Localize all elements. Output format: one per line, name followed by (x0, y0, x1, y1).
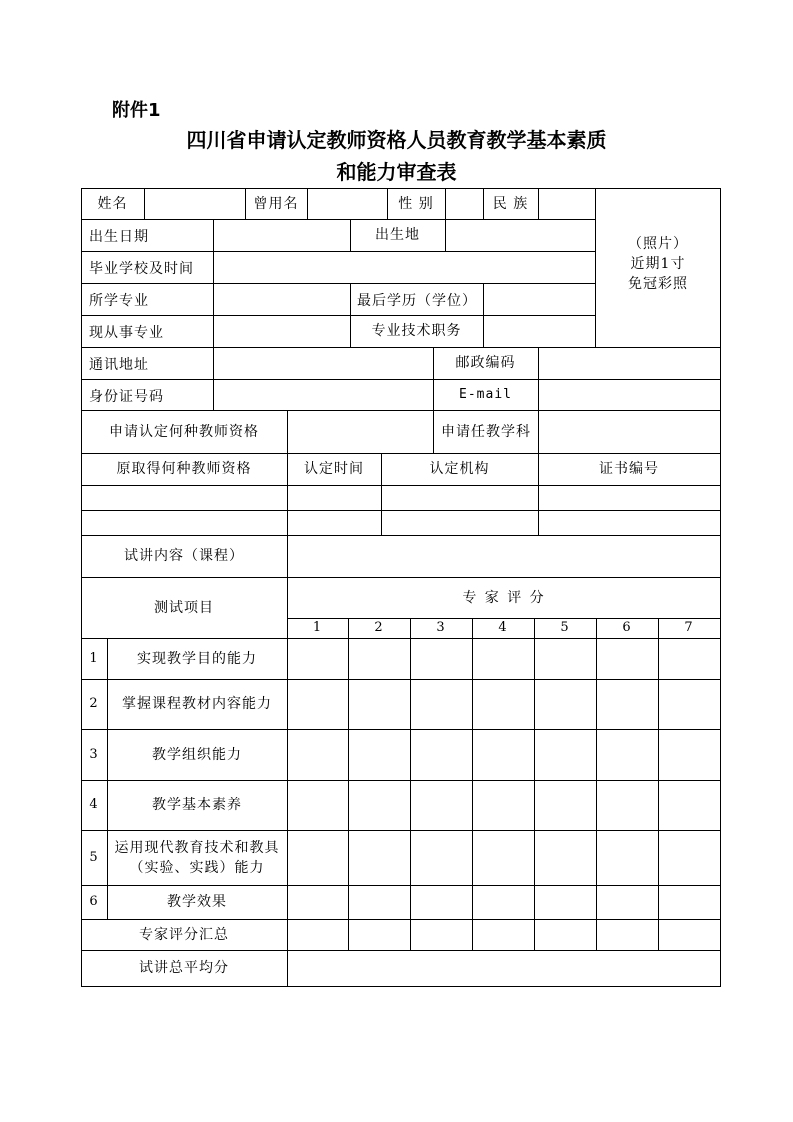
original-qualification-label: 原取得何种教师资格 (116, 461, 252, 477)
ethnicity-label: 民 族 (492, 195, 529, 212)
postcode-label: 邮政编码 (455, 355, 516, 371)
tech-title-label: 专业技术职务 (371, 323, 462, 339)
id-number-label: 身份证号码 (89, 389, 164, 405)
expert-number: 5 (560, 620, 570, 635)
id-number-field[interactable] (214, 380, 433, 410)
birth-place-label: 出生地 (375, 227, 420, 243)
item-number: 4 (89, 797, 99, 812)
tech-title-field[interactable] (484, 316, 595, 347)
email-label: E-mail (459, 386, 512, 402)
expert-score-label: 专 家 评 分 (462, 589, 546, 606)
item-name: 掌握课程教材内容能力 (122, 696, 272, 712)
item-name: 教学组织能力 (152, 746, 242, 763)
former-name-field[interactable] (308, 189, 387, 219)
photo-area (595, 219, 721, 309)
average-score-field[interactable] (288, 951, 720, 986)
form-title-line1: 四川省申请认定教师资格人员教育教学基本素质 (186, 128, 607, 152)
postcode-field[interactable] (539, 348, 720, 379)
birth-date-label: 出生日期 (89, 229, 149, 245)
apply-qualification-field[interactable] (288, 411, 433, 453)
certification-time-label: 认定时间 (304, 461, 364, 477)
item-name: 教学基本素养 (152, 797, 242, 813)
expert-total-label: 专家评分汇总 (139, 926, 229, 943)
birth-date-field[interactable] (214, 220, 350, 251)
lecture-content-field[interactable] (288, 536, 720, 577)
average-score-label: 试讲总平均分 (139, 960, 229, 976)
item-name: 运用现代教育技术和教具（实验、实践）能力 (114, 839, 280, 876)
lecture-content-label: 试讲内容（课程） (124, 548, 244, 564)
certificate-number-label: 证书编号 (599, 461, 659, 477)
photo-type-label: 免冠彩照 (628, 276, 688, 292)
current-major-field[interactable] (214, 316, 350, 347)
item-number: 5 (89, 849, 99, 865)
gender-label: 性 别 (398, 195, 434, 212)
expert-number: 3 (436, 620, 446, 635)
expert-number: 7 (684, 620, 694, 635)
item-name: 教学效果 (167, 894, 227, 910)
gender-field[interactable] (446, 189, 483, 219)
current-major-label: 现从事专业 (89, 325, 164, 341)
email-field[interactable] (539, 380, 720, 410)
item-number: 6 (89, 894, 99, 909)
school-time-field[interactable] (214, 252, 595, 283)
expert-number: 1 (312, 620, 323, 635)
photo-label: （照片） (628, 236, 688, 252)
apply-subject-field[interactable] (539, 411, 720, 453)
test-items-label: 测试项目 (154, 599, 214, 616)
orig-qual-field-1[interactable] (82, 486, 287, 510)
apply-subject-label: 申请任教学科 (441, 423, 531, 440)
school-time-label: 毕业学校及时间 (89, 261, 194, 277)
expert-number: 6 (622, 620, 632, 635)
major-label: 所学专业 (89, 293, 149, 309)
item-name: 实现教学目的能力 (137, 650, 257, 667)
item-number: 1 (89, 650, 99, 666)
orig-qual-field-2[interactable] (82, 511, 287, 535)
major-field[interactable] (214, 284, 350, 315)
item-number: 2 (89, 696, 99, 711)
ethnicity-field[interactable] (539, 189, 595, 219)
attachment-label: 附件1 (112, 100, 161, 121)
expert-number: 4 (498, 620, 508, 635)
education-field[interactable] (484, 284, 595, 315)
name-label: 姓名 (97, 195, 128, 212)
former-name-label: 曾用名 (253, 195, 299, 212)
expert-number: 2 (374, 620, 384, 635)
review-form-table (81, 188, 721, 987)
certification-org-label: 认定机构 (429, 461, 490, 477)
name-field[interactable] (145, 189, 245, 219)
item-number: 3 (89, 746, 99, 762)
birth-place-field[interactable] (446, 220, 595, 251)
form-title-line2: 和能力审查表 (336, 160, 457, 184)
address-field[interactable] (214, 348, 433, 379)
education-label: 最后学历（学位） (357, 293, 477, 309)
address-label: 通讯地址 (89, 357, 149, 373)
apply-qualification-label: 申请认定何种教师资格 (109, 423, 259, 440)
photo-size-label: 近期1寸 (630, 256, 686, 272)
